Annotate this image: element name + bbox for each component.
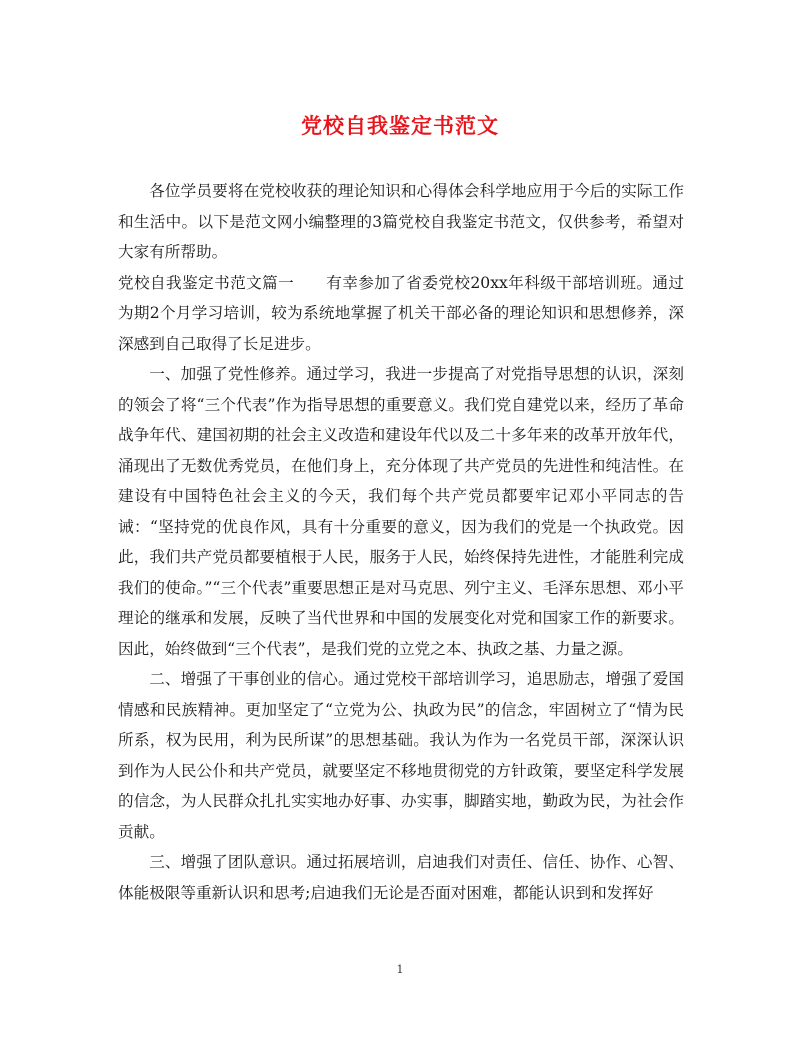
paragraph-point-three: 三、增强了团队意识。通过拓展培训，启迪我们对责任、信任、协作、心智、体能极限等重新认识和思考;启迪我们无论是否面对困难，都能认识到和发挥好 bbox=[118, 853, 684, 902]
document-body bbox=[118, 176, 684, 908]
paragraph-intro: 各位学员要将在党校收获的理论知识和心得体会科学地应用于今后的实际工作和生活中。以下是范文网小编整理的3篇党校自我鉴定书范文，仅供参考，希望对大家有所帮助。 bbox=[118, 182, 684, 261]
paragraph-point-two: 二、增强了干事创业的信心。通过党校干部培训学习，追思励志，增强了爱国情感和民族精神。更加坚定了“立党为公、执政为民”的信念，牢固树立了“情为民所系，权为民用，利为民所谋”的思想基础。我认为作为一名党员干部，深深认识到作为人民公仆和共产党员，就要坚定不移地贯彻党的方针政策，要坚定科学发展的信念，为人民群众扎扎实实地办好事、办实事，脚踏实地，勤政为民，为社会作贡献。 bbox=[118, 670, 684, 841]
document-title: 党校自我鉴定书范文 bbox=[301, 113, 499, 138]
paragraph-section-one-heading: 党校自我鉴定书范文篇一 有幸参加了省委党校20xx年科级干部培训班。通过为期2个月学习培训，较为系统地掌握了机关干部必备的理论知识和思想修养，深深感到自己取得了长足进步。 bbox=[118, 273, 684, 353]
paragraph-point-one: 一、加强了党性修养。通过学习，我进一步提高了对党指导思想的认识，深刻的领会了将“三个代表”作为指导思想的重要意义。我们党自建党以来，经历了革命战争年代、建国初期的社会主义改造和建设年代以及二十多年来的改革开放年代，涌现出了无数优秀党员，在他们身上，充分体现了共产党员的先进性和纯洁性。在建设有中国特色社会主义的今天，我们每个共产党员都要牢记邓小平同志的告诫：“坚持党的优良作风，具有十分重要的意义，因为我们的党是一个执政党。因此，我们共产党员都要植根于人民，服务于人民，始终保持先进性，才能胜利完成我们的使命。”“三个代表”重要思想正是对马克思、列宁主义、毛泽东思想、邓小平理论的继承和发展，反映了当代世界和中国的发展变化对党和国家工作的新要求。因此，始终做到“三个代表”，是我们党的立党之本、执政之基、力量之源。 bbox=[118, 365, 684, 658]
page-number: 1 bbox=[396, 963, 404, 976]
